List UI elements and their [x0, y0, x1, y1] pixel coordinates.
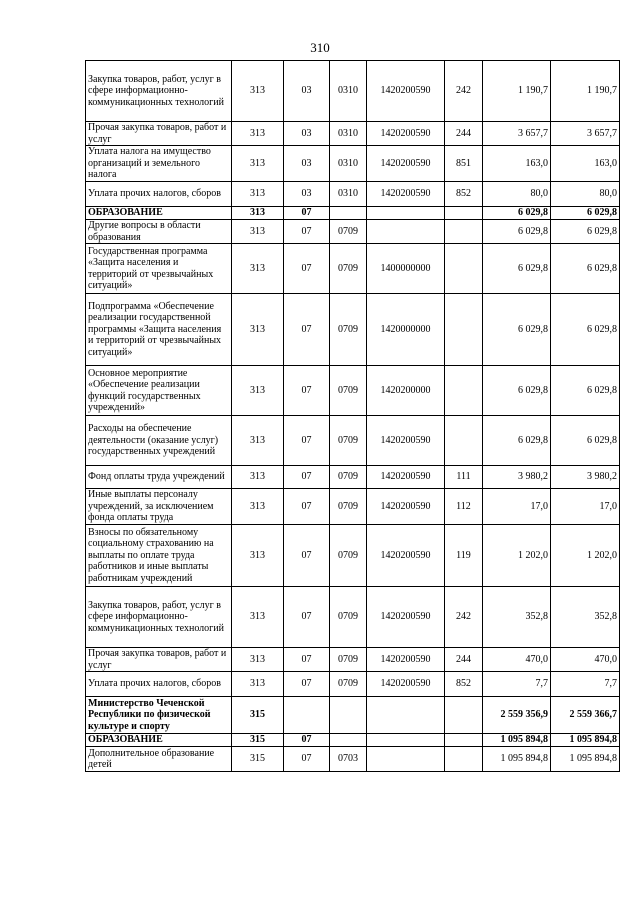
cell-sum1: 6 029,8 [483, 416, 551, 466]
cell-pr: 0703 [330, 747, 367, 772]
table-row [86, 294, 620, 366]
cell-pr: 0709 [330, 366, 367, 416]
cell-csr: 1420200590 [367, 466, 445, 489]
cell-rz: 07 [284, 207, 330, 220]
cell-name: Прочая закупка товаров, работ и услуг [86, 648, 232, 672]
cell-name: Уплата прочих налогов, сборов [86, 182, 232, 207]
cell-rz: 07 [284, 416, 330, 466]
cell-name: Закупка товаров, работ, услуг в сфере информационно-коммуникационных технологий [86, 587, 232, 648]
cell-vr [445, 207, 483, 220]
cell-rz: 07 [284, 648, 330, 672]
cell-name: Государственная программа «Защита населения и территорий от чрезвычайных ситуаций» [86, 244, 232, 294]
cell-vr: 242 [445, 587, 483, 648]
table-row [86, 366, 620, 416]
cell-sum2: 470,0 [551, 648, 620, 672]
cell-sum1: 1 202,0 [483, 525, 551, 587]
cell-csr: 1420200590 [367, 648, 445, 672]
page-number: 310 [310, 40, 330, 55]
cell-sum1: 1 190,7 [483, 61, 551, 122]
cell-rz: 07 [284, 220, 330, 244]
cell-ved: 315 [232, 747, 284, 772]
cell-rz: 03 [284, 182, 330, 207]
table-row [86, 648, 620, 672]
cell-rz: 03 [284, 61, 330, 122]
cell-csr: 1400000000 [367, 244, 445, 294]
table-row [86, 747, 620, 772]
budget-table [85, 60, 620, 772]
cell-pr: 0709 [330, 294, 367, 366]
cell-sum2: 163,0 [551, 146, 620, 182]
table-row [86, 466, 620, 489]
cell-sum2: 6 029,8 [551, 366, 620, 416]
table-row [86, 525, 620, 587]
cell-csr: 1420200590 [367, 416, 445, 466]
cell-rz: 07 [284, 747, 330, 772]
table-row [86, 734, 620, 747]
cell-sum1: 3 980,2 [483, 466, 551, 489]
cell-rz: 03 [284, 122, 330, 146]
cell-ved: 313 [232, 416, 284, 466]
cell-name: Иные выплаты персоналу учреждений, за исключением фонда оплаты труда [86, 489, 232, 525]
cell-sum2: 6 029,8 [551, 244, 620, 294]
cell-sum2: 6 029,8 [551, 416, 620, 466]
cell-csr: 1420200590 [367, 61, 445, 122]
cell-sum1: 6 029,8 [483, 366, 551, 416]
cell-csr: 1420200590 [367, 672, 445, 697]
cell-ved: 313 [232, 220, 284, 244]
cell-name: Закупка товаров, работ, услуг в сфере информационно-коммуникационных технологий [86, 61, 232, 122]
cell-pr: 0709 [330, 416, 367, 466]
cell-pr: 0709 [330, 220, 367, 244]
cell-rz: 07 [284, 366, 330, 416]
cell-vr: 244 [445, 122, 483, 146]
cell-rz: 07 [284, 525, 330, 587]
cell-vr: 242 [445, 61, 483, 122]
cell-sum1: 470,0 [483, 648, 551, 672]
cell-sum2: 3 657,7 [551, 122, 620, 146]
cell-vr [445, 244, 483, 294]
cell-csr: 1420200590 [367, 182, 445, 207]
cell-name: Расходы на обеспечение деятельности (оказание услуг) государственных учреждений [86, 416, 232, 466]
table-row [86, 207, 620, 220]
cell-sum2: 1 190,7 [551, 61, 620, 122]
cell-sum1: 6 029,8 [483, 207, 551, 220]
cell-sum1: 80,0 [483, 182, 551, 207]
cell-pr: 0709 [330, 672, 367, 697]
cell-vr [445, 416, 483, 466]
cell-sum2: 1 095 894,8 [551, 734, 620, 747]
cell-ved: 313 [232, 489, 284, 525]
cell-ved: 313 [232, 525, 284, 587]
cell-csr [367, 734, 445, 747]
cell-pr: 0310 [330, 61, 367, 122]
cell-sum2: 6 029,8 [551, 294, 620, 366]
cell-pr [330, 697, 367, 734]
cell-ved: 315 [232, 697, 284, 734]
cell-ved: 313 [232, 587, 284, 648]
cell-ved: 313 [232, 61, 284, 122]
cell-pr [330, 207, 367, 220]
table-row [86, 220, 620, 244]
cell-vr: 852 [445, 672, 483, 697]
cell-vr: 851 [445, 146, 483, 182]
cell-sum2: 80,0 [551, 182, 620, 207]
table-row [86, 61, 620, 122]
table-row [86, 244, 620, 294]
cell-sum1: 7,7 [483, 672, 551, 697]
cell-name: Фонд оплаты труда учреждений [86, 466, 232, 489]
cell-ved: 313 [232, 672, 284, 697]
cell-sum2: 7,7 [551, 672, 620, 697]
table-row [86, 122, 620, 146]
table-row [86, 672, 620, 697]
cell-sum2: 6 029,8 [551, 220, 620, 244]
cell-sum2: 1 202,0 [551, 525, 620, 587]
cell-vr [445, 747, 483, 772]
table-row [86, 416, 620, 466]
cell-name: Основное мероприятие «Обеспечение реализации функций государственных учреждений» [86, 366, 232, 416]
cell-pr: 0709 [330, 587, 367, 648]
cell-sum1: 6 029,8 [483, 294, 551, 366]
cell-vr: 852 [445, 182, 483, 207]
cell-vr [445, 734, 483, 747]
cell-name: ОБРАЗОВАНИЕ [86, 734, 232, 747]
cell-csr [367, 207, 445, 220]
cell-sum2: 6 029,8 [551, 207, 620, 220]
cell-pr: 0310 [330, 182, 367, 207]
cell-ved: 313 [232, 146, 284, 182]
cell-sum1: 2 559 356,9 [483, 697, 551, 734]
cell-sum1: 6 029,8 [483, 244, 551, 294]
cell-sum2: 17,0 [551, 489, 620, 525]
cell-ved: 313 [232, 182, 284, 207]
cell-pr: 0310 [330, 146, 367, 182]
cell-name: Уплата прочих налогов, сборов [86, 672, 232, 697]
cell-name: Другие вопросы в области образования [86, 220, 232, 244]
cell-csr: 1420000000 [367, 294, 445, 366]
cell-ved: 313 [232, 648, 284, 672]
cell-ved: 313 [232, 207, 284, 220]
cell-pr [330, 734, 367, 747]
cell-rz: 07 [284, 489, 330, 525]
cell-csr: 1420200000 [367, 366, 445, 416]
cell-csr [367, 747, 445, 772]
cell-sum2: 2 559 366,7 [551, 697, 620, 734]
cell-ved: 313 [232, 466, 284, 489]
cell-csr: 1420200590 [367, 525, 445, 587]
cell-sum1: 1 095 894,8 [483, 747, 551, 772]
cell-vr: 111 [445, 466, 483, 489]
cell-name: ОБРАЗОВАНИЕ [86, 207, 232, 220]
cell-sum1: 17,0 [483, 489, 551, 525]
cell-vr [445, 220, 483, 244]
cell-sum1: 1 095 894,8 [483, 734, 551, 747]
cell-ved: 313 [232, 244, 284, 294]
cell-vr: 244 [445, 648, 483, 672]
cell-sum1: 163,0 [483, 146, 551, 182]
cell-csr [367, 697, 445, 734]
cell-sum2: 1 095 894,8 [551, 747, 620, 772]
cell-name: Подпрограмма «Обеспечение реализации государственной программы «Защита населения и территорий от чрезвычайных ситуаций» [86, 294, 232, 366]
cell-ved: 315 [232, 734, 284, 747]
cell-name: Дополнительное образование детей [86, 747, 232, 772]
cell-rz: 07 [284, 244, 330, 294]
cell-vr [445, 294, 483, 366]
cell-pr: 0709 [330, 244, 367, 294]
cell-pr: 0709 [330, 648, 367, 672]
cell-vr [445, 697, 483, 734]
cell-pr: 0709 [330, 489, 367, 525]
cell-rz: 07 [284, 466, 330, 489]
table-row [86, 697, 620, 734]
cell-rz: 07 [284, 294, 330, 366]
table-row [86, 146, 620, 182]
cell-pr: 0709 [330, 525, 367, 587]
cell-sum2: 3 980,2 [551, 466, 620, 489]
cell-csr: 1420200590 [367, 587, 445, 648]
cell-rz: 07 [284, 672, 330, 697]
cell-name: Прочая закупка товаров, работ и услуг [86, 122, 232, 146]
cell-csr: 1420200590 [367, 122, 445, 146]
table-row [86, 489, 620, 525]
table-row [86, 587, 620, 648]
cell-csr: 1420200590 [367, 489, 445, 525]
cell-ved: 313 [232, 366, 284, 416]
cell-ved: 313 [232, 294, 284, 366]
cell-pr: 0310 [330, 122, 367, 146]
cell-csr [367, 220, 445, 244]
cell-rz: 07 [284, 734, 330, 747]
cell-csr: 1420200590 [367, 146, 445, 182]
cell-sum2: 352,8 [551, 587, 620, 648]
cell-vr: 112 [445, 489, 483, 525]
cell-name: Уплата налога на имущество организаций и земельного налога [86, 146, 232, 182]
cell-vr [445, 366, 483, 416]
cell-rz [284, 697, 330, 734]
cell-sum1: 3 657,7 [483, 122, 551, 146]
cell-pr: 0709 [330, 466, 367, 489]
cell-name: Взносы по обязательному социальному страхованию на выплаты по оплате труда работников и иные выплаты работникам учреждений [86, 525, 232, 587]
table-row [86, 182, 620, 207]
cell-rz: 07 [284, 587, 330, 648]
cell-name: Министерство Чеченской Республики по физической культуре и спорту [86, 697, 232, 734]
cell-sum1: 6 029,8 [483, 220, 551, 244]
cell-rz: 03 [284, 146, 330, 182]
cell-ved: 313 [232, 122, 284, 146]
cell-sum1: 352,8 [483, 587, 551, 648]
cell-vr: 119 [445, 525, 483, 587]
